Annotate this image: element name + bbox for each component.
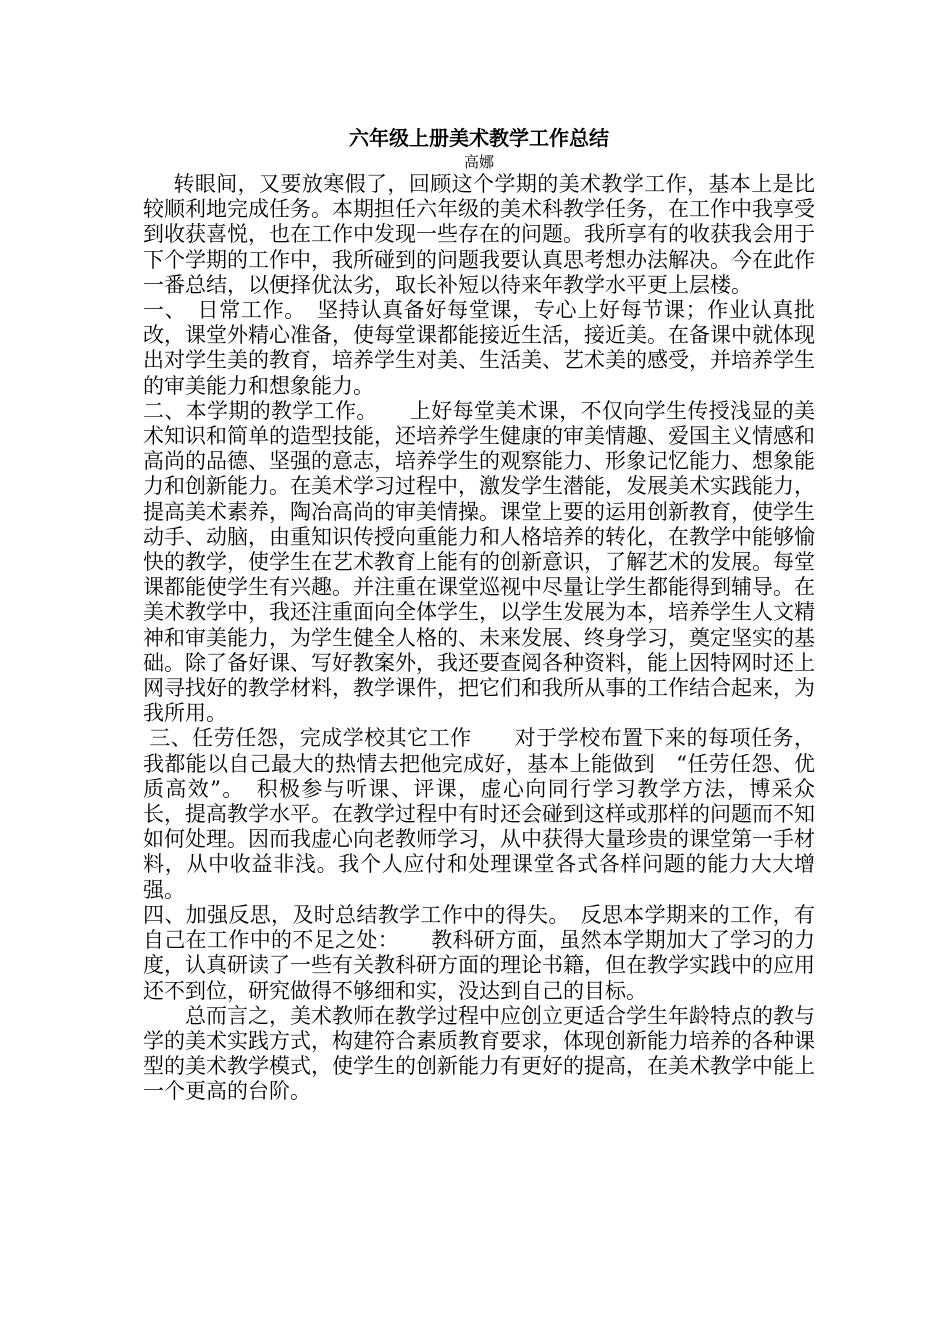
paragraph-intro: 转眼间，又要放寒假了，回顾这个学期的美术教学工作，基本上是比较顺利地完成任务。本期担任六年级的美术科教学任务，在工作中我享受到收获喜悦，也在工作中发现一些存在的问题。我所享有的收获我会用于下个学期的工作中，我所碰到的问题我要认真思考想办法解决。今在此作一番总结，以便择优汰劣，取长补短以待来年教学水平更上层楼。 <box>143 172 815 297</box>
document-title: 六年级上册美术教学工作总结 <box>349 126 609 150</box>
document-author: 高娜 <box>463 153 494 171</box>
paragraph-daily-work: 一、 日常工作。 坚持认真备好每堂课，专心上好每节课；作业认真批改，课堂外精心准备，使每堂课都能接近生活，接近美。在备课中就体现出对学生美的教育，培养学生对美、生活美、艺术美的感受，并培养学生的审美能力和想象能力。 <box>143 298 815 398</box>
document-page <box>143 124 815 1105</box>
paragraph-reflection: 四、加强反思，及时总结教学工作中的得失。 反思本学期来的工作，有自己在工作中的不足之处： 教科研方面，虽然本学期加大了学习的力度，认真研读了一些有关教科研方面的理论书籍，但在教学实践中的应用还不到位，研究做得不够细和实，没达到自己的目标。 <box>143 902 815 1003</box>
paragraph-teaching-work: 二、本学期的教学工作。 上好每堂美术课，不仅向学生传授浅显的美术知识和简单的造型技能，还培养学生健康的审美情趣、爱国主义情感和高尚的品德、坚强的意志，培养学生的观察能力、形象记忆能力、想象能力和创新能力。在美术学习过程中，激发学生潜能，发展美术实践能力，提高美术素养，陶冶高尚的审美情操。课堂上要的运用创新教育，使学生动手、动脑，由重知识传授向重能力和人格培养的转化，在教学中能够愉快的教学，使学生在艺术教育上能有的创新意识，了解艺术的发展。每堂课都能使学生有兴趣。并注重在课堂巡视中尽量让学生都能得到辅导。在美术教学中，我还注重面向全体学生，以学生发展为本，培养学生人文精神和审美能力，为学生健全人格的、未来发展、终身学习，奠定坚实的基础。除了备好课、写好教案外，我还要查阅各种资料，能上因特网时还上网寻找好的教学材料，教学课件，把它们和我所从事的工作结合起来，为我所用。 <box>143 398 815 726</box>
paragraph-conclusion: 总而言之，美术教师在教学过程中应创立更适合学生年龄特点的教与学的美术实践方式，构建符合素质教育要求，体现创新能力培养的各种课型的美术教学模式，使学生的创新能力有更好的提高，在美术教学中能上一个更高的台阶。 <box>143 1003 815 1104</box>
paragraph-other-work: 三、任劳任怨，完成学校其它工作 对于学校布置下来的每项任务，我都能以自己最大的热情去把他完成好，基本上能做到 “任劳任怨、优质高效”。 积极参与听课、评课，虚心向同行学习教学方法，博采众长，提高教学水平。在教学过程中有时还会碰到这样或那样的问题而不知如何处理。因而我虚心向老教师学习，从中获得大量珍贵的课堂第一手材料，从中收益非浅。我个人应付和处理课堂各式各样问题的能力大大增强。 <box>143 726 815 902</box>
